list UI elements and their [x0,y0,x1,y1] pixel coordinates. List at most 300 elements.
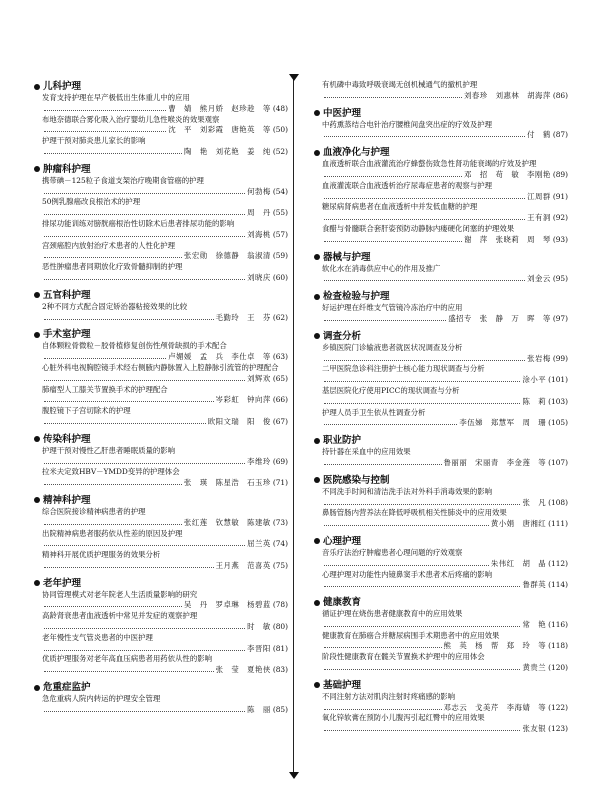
page-number: (52) [272,146,288,156]
toc-entry[interactable] [314,264,568,286]
article-title: 食醋与骨髓联合套肝姿预防动静脉内瘘硬化闭塞的护理效果 [322,223,515,233]
page-number: (48) [272,103,288,113]
bullet-icon [314,477,320,483]
page-number: (63) [272,352,288,362]
toc-section [314,596,568,674]
toc-entry[interactable] [34,550,288,572]
article-authors: 张 莹 夏艳侠 [215,665,271,675]
section-heading [34,681,288,694]
toc-entry[interactable] [34,302,288,324]
leader-dots [324,219,525,220]
toc-entry[interactable] [34,385,288,407]
section-heading [34,433,288,446]
section-heading-text: 健康教育 [323,597,362,609]
author-line [42,457,288,468]
toc-entry[interactable] [34,219,288,241]
leader-dots [324,241,462,242]
bullet-icon [34,166,40,172]
toc-section [34,80,288,158]
author-line [42,147,288,158]
page-number: (108) [548,497,568,507]
section-heading-text: 五官科护理 [43,289,91,301]
page-number: (92) [552,213,568,223]
author-line [322,375,568,386]
article-title: 精神科开展优质护理服务的效果分析 [42,550,161,560]
author-line [322,354,568,365]
article-authors: 刘海桃 [247,229,271,239]
article-title: 血液透析联合血液灌流治疗蜂螫伤致急性肾功能衰竭的疗效及护理 [322,159,537,169]
article-title: 心脏外科电视胸腔镜手术经右侧腋内静脉置入上腔静脉引流管的护理配合 [42,362,279,372]
author-line [322,724,568,735]
toc-entry[interactable] [34,467,288,489]
author-line [42,478,288,489]
author-line [42,104,288,115]
bullet-icon [34,292,40,298]
bullet-icon [314,110,320,116]
section-heading-text: 肿瘤科护理 [43,163,91,175]
section-heading [34,163,288,176]
article-title: 音乐疗法治疗肿瘤患者心理问题的疗效观察 [322,547,463,557]
section-heading [34,328,288,341]
page-number: (112) [548,558,568,568]
toc-entry[interactable] [314,713,568,735]
leader-dots [324,381,520,382]
section-heading-text: 老年护理 [43,577,82,589]
author-line [42,561,288,572]
article-title: 2种不同方式配合固定矫治器粘接效果的比较 [42,301,188,311]
author-line [322,91,568,102]
article-authors: 鲁群英 [522,580,547,590]
article-authors: 张红莲 钦慧敏 陈建敏 [184,517,271,527]
leader-dots [324,565,489,566]
page-number: (62) [272,312,288,322]
section-heading [314,535,568,548]
article-authors: 熊 英 杨 帮 郑 玲 等 [443,641,547,651]
column-divider [293,78,294,776]
page-number: (75) [272,560,288,570]
toc-section [34,328,288,427]
leader-dots [324,176,462,177]
author-line [42,374,288,385]
toc-entry[interactable] [314,364,568,386]
page-number: (59) [272,251,288,261]
toc-entry[interactable] [314,386,568,408]
toc-section [314,474,568,530]
toc-entry[interactable] [314,408,568,430]
page-number: (66) [272,395,288,405]
page-number: (69) [272,456,288,466]
toc-entry[interactable] [314,570,568,592]
leader-dots [324,424,457,425]
toc-entry[interactable] [314,343,568,365]
article-title: 不同注射方法对肌肉注射时疼痛感的影响 [322,691,456,701]
leader-dots [44,236,245,237]
leader-dots [44,524,182,525]
leader-dots [324,320,446,321]
toc-entry[interactable] [34,446,288,468]
toc-entry[interactable] [34,241,288,263]
leader-dots [324,464,442,465]
toc-section [314,251,568,286]
page-number: (107) [548,457,568,467]
author-line [322,213,568,224]
page-number: (95) [552,274,568,284]
article-title: 拉米夫定致HBV－YMDD变异的护理体会 [42,467,180,477]
article-authors: 李维玲 [247,456,271,466]
toc-entry[interactable] [34,406,288,428]
section-heading-text: 职业防护 [323,435,362,447]
article-authors: 张宏勋 徐德静 翁淑清 [184,251,271,261]
section-heading-text: 精神科护理 [43,494,91,506]
article-authors: 李伍娣 郑慧军 周 珊 [459,418,547,428]
bullet-icon [314,682,320,688]
toc-entry[interactable] [34,611,288,633]
leader-dots [44,671,214,672]
page-number: (80) [272,622,288,632]
author-line [322,418,568,429]
section-heading-text: 手术室护理 [43,329,91,341]
leader-dots [44,319,214,320]
article-title: 乡镇医院门诊输液患者就医状况调查及分析 [322,342,463,352]
page-number: (55) [272,208,288,218]
section-heading [314,290,568,303]
article-title: 不同洗手时间和清洁洗手法对外科手消毒效果的影响 [322,486,492,496]
author-line [42,539,288,550]
section-heading [314,330,568,343]
article-title: 恶性肿瘤患者同期放化疗致骨髓抑制的护理 [42,262,183,272]
toc-entry[interactable] [314,80,568,102]
toc-entry[interactable] [314,548,568,570]
leader-dots [44,279,245,280]
section-heading [34,289,288,302]
toc-entry[interactable] [314,224,568,246]
toc-section [314,80,568,102]
page-number: (71) [272,478,288,488]
article-authors: 张友银 [522,724,547,734]
section-heading [314,251,568,264]
toc-entry[interactable] [34,115,288,137]
page-number: (54) [272,186,288,196]
article-title: 护理人员手卫生依从性调查分析 [322,407,426,417]
toc-entry[interactable] [34,654,288,676]
article-authors: 邓 招 苟 敏 李刚艳 [464,169,551,179]
article-title: 50例乳腺癌改良根治术的护理 [42,197,141,207]
article-authors: 李晋阳 [247,643,271,653]
article-title: 护理干预对肺炎患儿家长的影响 [42,136,146,146]
leader-dots [324,525,489,526]
article-authors: 曹 婧 熊月娇 赵珍趁 等 [168,103,271,113]
page-number: (103) [548,396,568,406]
page-number: (111) [548,519,568,529]
toc-section [314,107,568,142]
section-heading-text: 中医护理 [323,107,362,119]
article-title: 自体颗粒骨微粒－胶骨植修复创伤性颅骨缺损的手术配合 [42,341,227,351]
bullet-icon [314,333,320,339]
article-title: 氧化锌软膏在预防小儿腹泻引起红臀中的应用效果 [322,713,485,723]
toc-entry[interactable] [314,447,568,469]
page-number: (65) [272,373,288,383]
author-line [42,417,288,428]
leader-dots [44,257,182,258]
author-line [42,251,288,262]
article-authors: 毛勤玲 王 芬 [215,312,271,322]
author-line [322,641,568,652]
page-number: (105) [548,418,568,428]
toc-section [34,494,288,572]
page-number: (101) [548,375,568,385]
toc-entry[interactable] [314,120,568,142]
article-title: 糖尿病肾病患者在血液透析中并发低血糖的护理 [322,202,478,212]
section-heading [314,434,568,447]
toc-section [34,577,288,676]
section-heading-text: 儿科护理 [43,81,82,92]
author-line [42,600,288,611]
leader-dots [324,626,520,627]
article-authors: 刘辉欢 [247,373,271,383]
author-line [42,273,288,284]
leader-dots [44,214,245,215]
toc-section [34,289,288,324]
article-title: 中药熏蒸结合电针治疗腰椎间盘突出症的疗效及护理 [322,119,492,129]
article-title: 持针器在采血中的应用效果 [322,447,411,457]
bullet-icon [34,685,40,691]
page-number: (123) [548,724,568,734]
bullet-icon [34,84,40,90]
article-authors: 朱伟红 胡 晶 [490,558,547,568]
toc-entry[interactable] [314,631,568,653]
toc-section [314,434,568,469]
page-number: (73) [272,517,288,527]
toc-entry[interactable] [314,159,568,181]
toc-entry[interactable] [34,93,288,115]
toc-section [314,146,568,245]
article-authors: 陶 艳 刘花艳 姜 纯 [184,146,271,156]
toc-right-column [314,80,568,735]
author-line [42,313,288,324]
page-number: (67) [272,416,288,426]
article-authors: 沈 平 刘彩霞 唐艳英 等 [168,125,271,135]
author-line [322,314,568,325]
toc-entry[interactable] [34,507,288,529]
author-line [322,397,568,408]
page-number: (87) [552,130,568,140]
section-heading-text: 调查分析 [323,330,362,342]
article-title: 阶段性健康教育在髋关节置换术护理中的应用体会 [322,652,485,662]
page-number: (99) [552,353,568,363]
leader-dots [44,131,166,132]
leader-dots [324,280,525,281]
author-line [322,663,568,674]
toc-entry[interactable] [34,529,288,551]
author-line [42,665,288,676]
page-number: (114) [548,580,568,590]
article-title: 高龄肾衰患者血液透析中常见并发症的观察护理 [42,611,198,621]
article-authors: 邓志云 戈美芹 李海婧 等 [443,702,547,712]
page-number: (81) [272,643,288,653]
article-authors: 付 鹤 [527,130,551,140]
toc-entry[interactable] [34,262,288,284]
article-title: 健康教育在肺癌合并糖尿病围手术期患者中的应用效果 [322,630,500,640]
toc-entry[interactable] [314,508,568,530]
author-line [42,518,288,529]
author-line [322,170,568,181]
author-line [322,580,568,591]
author-line [322,559,568,570]
section-heading-text: 心理护理 [323,535,362,547]
section-heading [314,146,568,159]
section-heading [34,494,288,507]
page-number: (89) [552,169,568,179]
author-line [42,125,288,136]
article-title: 腹腔镜下子宫切除术的护理 [42,406,131,416]
article-title: 急危重病人院内转运的护理安全管理 [42,694,161,704]
toc-section [314,330,568,429]
article-title: 出院精神病患者服药依从性差的原因及护理 [42,528,183,538]
author-line [42,208,288,219]
article-authors: 吴 丹 罗卓琳 杨碧蓝 [184,600,271,610]
leader-dots [44,153,182,154]
leader-dots [44,358,166,359]
toc-entry[interactable] [34,590,288,612]
article-authors: 张岩梅 [527,353,551,363]
article-authors: 常 艳 [522,619,547,629]
page-number: (97) [552,313,568,323]
article-authors: 张 凡 [522,497,547,507]
leader-dots [44,110,166,111]
section-heading-text: 器械与护理 [323,251,371,263]
article-authors: 欧阳文瑞 阳 俊 [207,416,271,426]
author-line [42,395,288,406]
page-number: (83) [272,665,288,675]
toc-entry[interactable] [314,609,568,631]
toc-entry[interactable] [34,694,288,716]
page-number: (118) [548,641,568,651]
toc-entry[interactable] [34,363,288,385]
toc-entry[interactable] [314,652,568,674]
author-line [42,230,288,241]
toc-entry[interactable] [314,303,568,325]
article-title: 鼻肠管肠内营养法在降低呼吸机相关性肺炎中的应用效果 [322,508,507,518]
author-line [42,352,288,363]
article-title: 肺瘤型人工膝关节置换手术的护理配合 [42,384,168,394]
article-authors: 涂小平 [522,375,547,385]
page-number: (57) [272,229,288,239]
leader-dots [324,730,520,731]
leader-dots [324,647,442,648]
leader-dots [44,606,182,607]
article-authors: 卢媚媛 孟 兵 李仕卓 等 [168,352,271,362]
author-line [322,498,568,509]
toc-entry[interactable] [34,176,288,198]
page-number: (122) [548,702,568,712]
article-authors: 陈 莉 [522,396,547,406]
article-authors: 黄小娟 唐湘红 [490,519,547,529]
section-heading [34,577,288,590]
article-authors: 张 瑛 陈星浩 石玉珍 [184,478,271,488]
toc-entry[interactable] [314,692,568,714]
bullet-icon [34,580,40,586]
toc-section [314,290,568,325]
bullet-icon [314,538,320,544]
page-number: (60) [272,272,288,282]
article-title: 护理干预对慢性乙肝患者睡眠质量的影响 [42,445,176,455]
article-title: 二甲医院急诊科注册护士核心能力现状调查与分析 [322,364,485,374]
article-title: 心理护理对功能性内镜鼻窦手术患者术后疼痛的影响 [322,569,492,579]
article-authors: 黄贵兰 [522,663,547,673]
leader-dots [44,567,214,568]
article-title: 携带碘－125粒子食道支架治疗晚期食管癌的护理 [42,175,204,185]
article-title: 循证护理在烧伤患者健康教育中的应用效果 [322,609,463,619]
page-number: (93) [552,234,568,244]
leader-dots [44,545,245,546]
leader-dots [44,628,245,629]
article-title: 宫颈癌腔内放射治疗术患者的人性化护理 [42,240,176,250]
author-line [42,705,288,716]
bullet-icon [314,600,320,606]
page-number: (116) [548,619,568,629]
article-authors: 刘晓庆 [247,272,271,282]
article-authors: 时 敏 [247,622,271,632]
section-heading [314,679,568,692]
article-authors: 盛招专 张 静 万 晖 等 [448,313,551,323]
leader-dots [44,711,245,712]
toc-entry[interactable] [314,181,568,203]
page-number: (120) [548,663,568,673]
article-title: 老年慢性支气管炎患者的中医护理 [42,632,153,642]
leader-dots [324,97,462,98]
toc-entry[interactable] [34,341,288,363]
toc-section [314,679,568,735]
article-authors: 屈兰英 [247,539,271,549]
section-heading-text: 传染科护理 [43,433,91,445]
article-title: 软化水在消毒供应中心的作用及推广 [322,263,441,273]
page-number: (91) [552,191,568,201]
bullet-icon [314,438,320,444]
article-authors: 何勃梅 [247,186,271,196]
leader-dots [324,709,442,710]
bullet-icon [34,332,40,338]
toc-entry[interactable] [34,136,288,158]
toc-entry[interactable] [314,202,568,224]
author-line [322,274,568,285]
article-title: 基层医院化疗使用PICC的现状调查与分析 [322,385,460,395]
article-authors: 周 丹 [247,208,271,218]
toc-entry[interactable] [314,487,568,509]
toc-entry[interactable] [34,633,288,655]
section-heading-text: 医院感染与控制 [323,474,390,486]
article-authors: 鲁丽丽 宋丽青 李金莲 等 [443,457,547,467]
article-authors: 谢 萍 张晓莉 周 琴 [464,234,551,244]
article-title: 布地奈德联合雾化吸入治疗婴幼儿急性喉炎的效果观察 [42,114,220,124]
page-number: (74) [272,539,288,549]
section-heading [314,596,568,609]
leader-dots [324,360,525,361]
leader-dots [44,463,245,464]
leader-dots [44,650,245,651]
author-line [322,192,568,203]
leader-dots [44,423,206,424]
toc-section [34,681,288,716]
page-number: (86) [552,90,568,100]
toc-entry[interactable] [34,197,288,219]
leader-dots [324,198,525,199]
author-line [322,458,568,469]
section-heading-text: 基础护理 [323,679,362,691]
bullet-icon [34,497,40,503]
toc-section [314,535,568,591]
article-title: 协同管理模式对老年院老人生活质量影响的研究 [42,589,198,599]
leader-dots [44,380,245,381]
